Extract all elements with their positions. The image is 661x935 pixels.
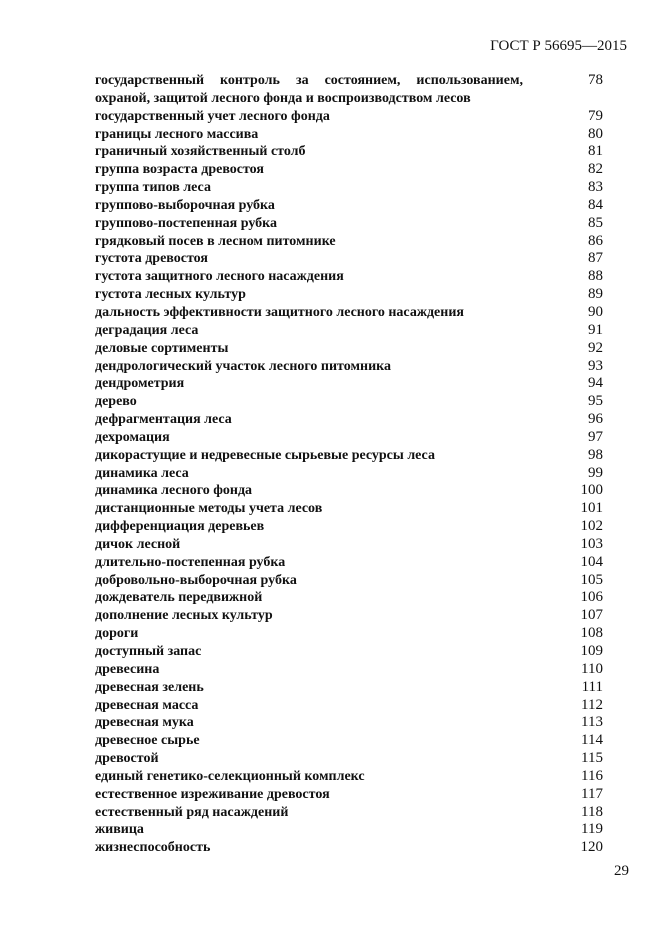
term-number: 85 — [588, 214, 603, 231]
index-term: группа возраста древостоя — [95, 162, 264, 178]
index-term: динамика леса — [95, 465, 189, 481]
term-number: 93 — [588, 357, 603, 374]
index-entry — [95, 411, 603, 429]
index-entry — [95, 250, 603, 268]
index-entry — [95, 589, 603, 607]
index-entry — [95, 304, 603, 322]
index-term: динамика лесного фонда — [95, 483, 253, 499]
term-number: 98 — [588, 446, 603, 463]
index-term: дендрометрия — [95, 376, 185, 392]
term-number: 96 — [588, 411, 603, 428]
term-number: 95 — [588, 393, 603, 410]
index-term: древесина — [95, 661, 160, 677]
index-entry — [95, 233, 603, 251]
term-number: 82 — [588, 161, 603, 178]
index-entry — [95, 679, 603, 697]
index-entry — [95, 518, 603, 536]
index-term: грядковый посев в лесном питомнике — [95, 233, 336, 249]
index-term: естественный ряд насаждений — [95, 804, 289, 820]
term-number: 106 — [580, 589, 603, 606]
index-entry — [95, 768, 603, 786]
index-entry — [95, 108, 603, 126]
term-number: 108 — [580, 625, 603, 642]
index-entry — [95, 143, 603, 161]
term-number: 84 — [588, 196, 603, 213]
index-term: дикорастущие и недревесные сырьевые ресурсы леса — [95, 447, 435, 463]
term-number: 119 — [581, 821, 603, 838]
index-entry — [95, 839, 603, 857]
index-entry — [95, 804, 603, 822]
index-entry — [95, 607, 603, 625]
index-entry — [95, 268, 603, 286]
index-entry — [95, 447, 603, 465]
index-term: жизнеспособность — [95, 840, 211, 856]
index-term: живица — [95, 822, 144, 838]
index-term: густота лесных культур — [95, 287, 246, 303]
index-entry — [95, 465, 603, 483]
term-number: 105 — [580, 571, 603, 588]
term-number: 112 — [581, 696, 603, 713]
index-entry — [95, 72, 603, 108]
index-entry — [95, 482, 603, 500]
index-term: естественное изреживание древостоя — [95, 786, 330, 802]
index-term: группа типов леса — [95, 180, 211, 196]
index-term: границы лесного массива — [95, 126, 259, 142]
term-number: 87 — [588, 250, 603, 267]
index-term: государственный учет лесного фонда — [95, 108, 330, 124]
term-number: 81 — [588, 143, 603, 160]
term-number: 79 — [588, 107, 603, 124]
index-term: древесная мука — [95, 715, 194, 731]
index-entry — [95, 322, 603, 340]
index-term: дехромация — [95, 429, 170, 445]
term-number: 120 — [580, 839, 603, 856]
index-entry — [95, 536, 603, 554]
index-entry — [95, 732, 603, 750]
index-entry — [95, 358, 603, 376]
index-entry — [95, 572, 603, 590]
index-term: древесное сырье — [95, 733, 200, 749]
term-number: 102 — [580, 518, 603, 535]
index-term: деловые сортименты — [95, 340, 229, 356]
index-entry — [95, 286, 603, 304]
index-term: дифференциация деревьев — [95, 519, 265, 535]
index-term: густота защитного лесного насаждения — [95, 269, 344, 285]
term-number: 114 — [581, 732, 603, 749]
index-entry — [95, 625, 603, 643]
index-term: группово-постепенная рубка — [95, 215, 277, 231]
index-term: дождеватель передвижной — [95, 590, 263, 606]
term-number: 115 — [581, 750, 603, 767]
term-number: 83 — [588, 179, 603, 196]
index-term: деградация леса — [95, 322, 199, 338]
index-term: дендрологический участок лесного питомника — [95, 358, 391, 374]
term-number: 116 — [581, 767, 603, 784]
index-entry — [95, 429, 603, 447]
index-term: группово-выборочная рубка — [95, 197, 275, 213]
term-number: 118 — [581, 803, 603, 820]
index-term: дичок лесной — [95, 536, 181, 552]
index-entry — [95, 161, 603, 179]
index-entry — [95, 714, 603, 732]
term-number: 107 — [580, 607, 603, 624]
index-term: дальность эффективности защитного лесного насаждения — [95, 304, 464, 320]
term-number: 86 — [588, 232, 603, 249]
index-term: густота древостоя — [95, 251, 208, 267]
index-entry — [95, 821, 603, 839]
term-number: 80 — [588, 125, 603, 142]
index-entry — [95, 215, 603, 233]
index-entry — [95, 375, 603, 393]
index-term: древесная масса — [95, 697, 199, 713]
index-term: доступный запас — [95, 644, 202, 659]
term-number: 111 — [581, 678, 603, 695]
term-number: 88 — [588, 268, 603, 285]
term-number: 78 — [588, 72, 603, 88]
index-term: дополнение лесных культур — [95, 608, 273, 624]
index-entry — [95, 786, 603, 804]
index-entry — [95, 750, 603, 768]
term-number: 101 — [580, 500, 603, 517]
term-index-list — [95, 72, 603, 857]
term-number: 89 — [588, 286, 603, 303]
index-term: древостой — [95, 751, 159, 767]
term-number: 110 — [581, 660, 603, 677]
term-number: 90 — [588, 303, 603, 320]
index-entry — [95, 643, 603, 661]
index-term: дистанционные методы учета лесов — [95, 501, 323, 517]
page-number: 29 — [614, 863, 629, 879]
term-number: 113 — [581, 714, 603, 731]
index-term: добровольно-выборочная рубка — [95, 572, 297, 588]
term-number: 99 — [588, 464, 603, 481]
index-term: дороги — [95, 626, 139, 642]
index-term: древесная зелень — [95, 679, 204, 695]
term-number: 100 — [580, 482, 603, 499]
document-header: ГОСТ Р 56695—2015 — [490, 38, 627, 54]
index-term: граничный хозяйственный столб — [95, 144, 306, 160]
index-entry — [95, 393, 603, 411]
term-number: 92 — [588, 339, 603, 356]
index-entry — [95, 661, 603, 679]
term-number: 104 — [580, 553, 603, 570]
index-entry — [95, 179, 603, 197]
index-entry — [95, 197, 603, 215]
index-term: дефрагментация леса — [95, 412, 232, 428]
term-number: 91 — [588, 321, 603, 338]
term-number: 109 — [580, 643, 603, 659]
index-entry — [95, 340, 603, 358]
index-term: государственный контроль за состоянием, использованием, охраной, защитой лесного фонда и воспроизводством лесов — [95, 73, 523, 106]
index-entry — [95, 554, 603, 572]
index-entry — [95, 126, 603, 144]
index-entry — [95, 697, 603, 715]
index-term: единый генетико-селекционный комплекс — [95, 768, 365, 784]
term-number: 117 — [581, 785, 603, 802]
index-term: дерево — [95, 394, 137, 410]
term-number: 97 — [588, 428, 603, 445]
term-number: 94 — [588, 375, 603, 392]
index-term: длительно-постепенная рубка — [95, 554, 286, 570]
index-entry — [95, 500, 603, 518]
term-number: 103 — [580, 535, 603, 552]
